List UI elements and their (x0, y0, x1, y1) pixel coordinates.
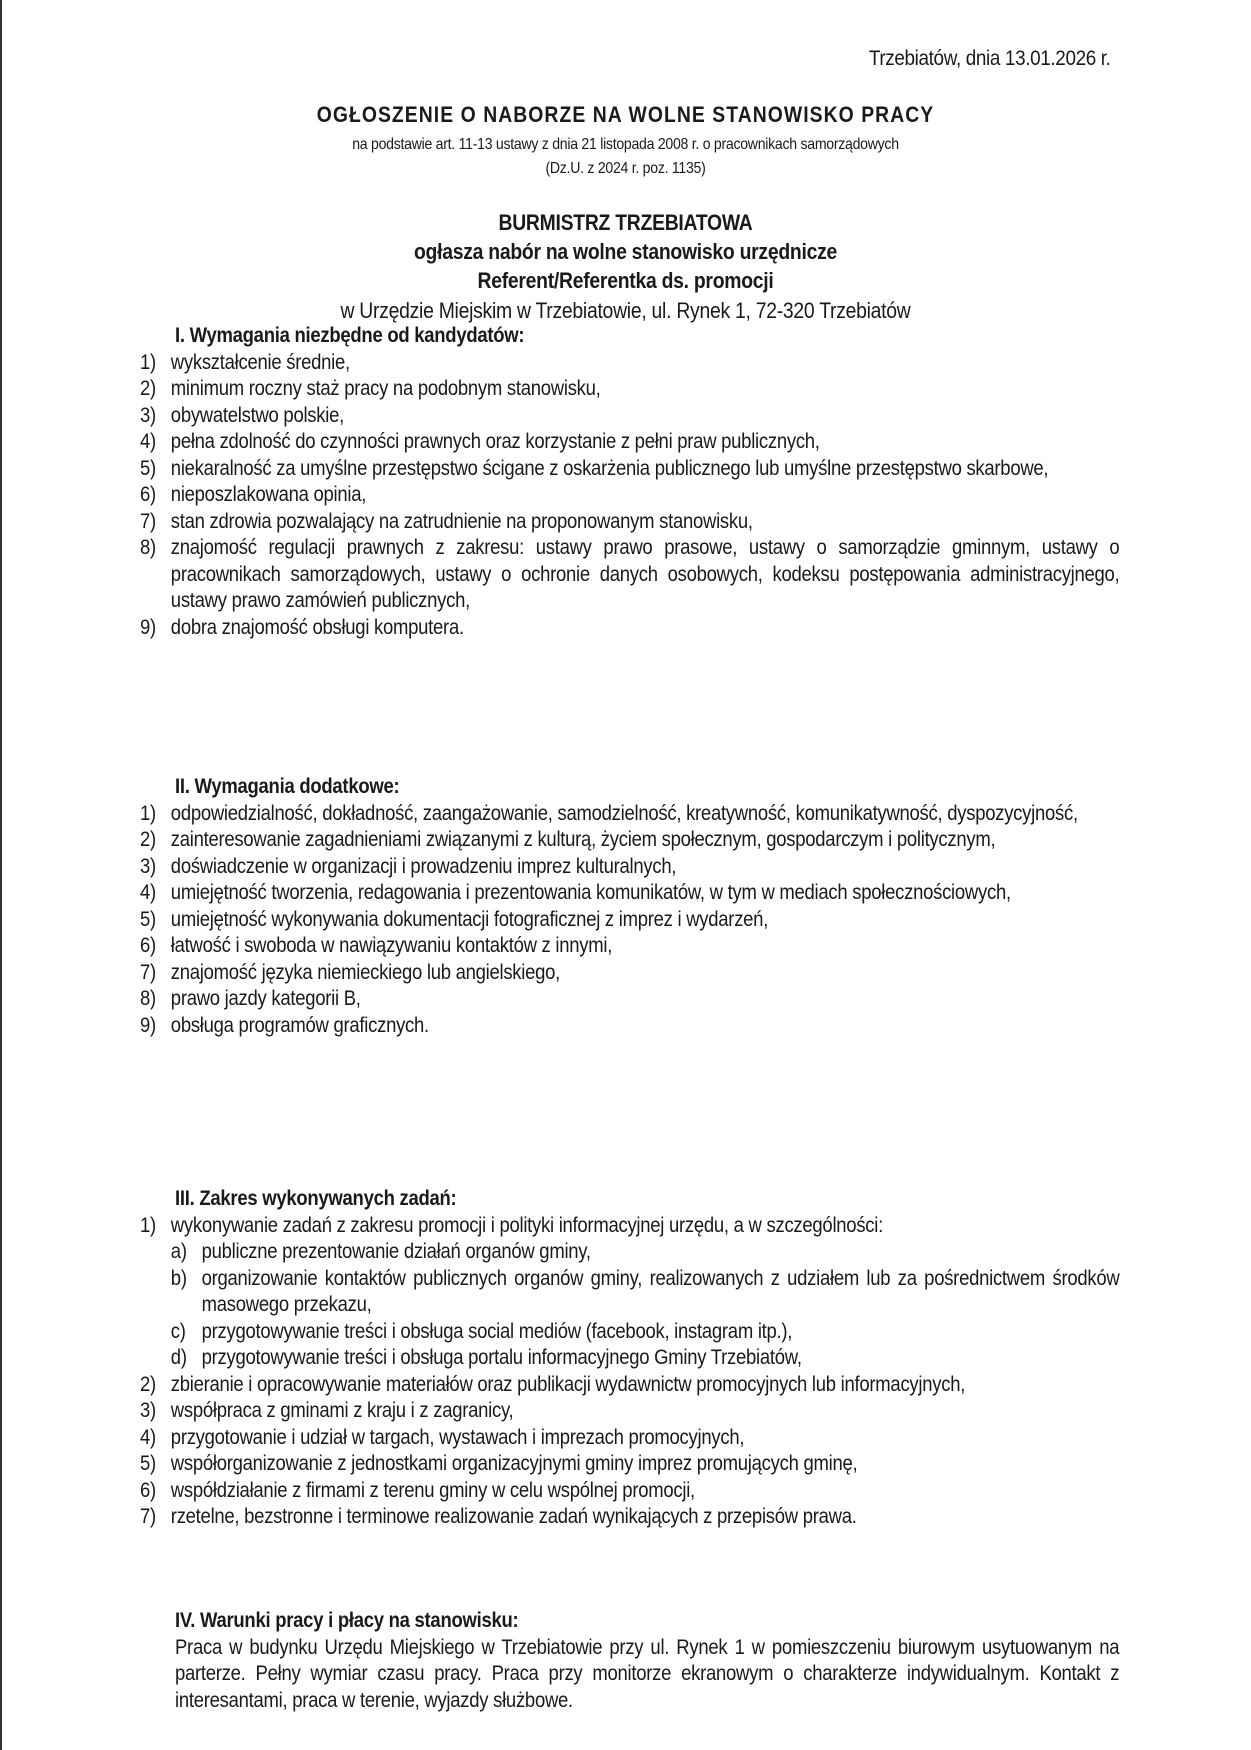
item-letter: a) (170, 1240, 187, 1263)
list-item (140, 535, 1119, 615)
list-item (140, 801, 1119, 828)
item-number: 3) (140, 854, 156, 878)
announcement-heading: ogłasza nabór na wolne stanowisko urzędnicze (413, 239, 838, 264)
sub-list-item (140, 1319, 1119, 1346)
item-text: rzetelne, bezstronne i terminowe realizowanie zadań wynikających z przepisów prawa. (170, 1505, 857, 1528)
list-item (140, 1451, 1119, 1478)
list-item (140, 482, 1119, 509)
item-number: 7) (140, 960, 156, 984)
section-additional-requirements (140, 774, 1120, 1039)
section-heading: I. Wymagania niezbędne od kandydatów: (175, 324, 525, 347)
list-item (140, 827, 1119, 854)
item-number: 1) (140, 1213, 156, 1237)
list-item (140, 1213, 1119, 1240)
item-number: 4) (140, 430, 156, 453)
item-number: 8) (140, 536, 156, 559)
section-heading: II. Wymagania dodatkowe: (175, 775, 400, 798)
item-number: 5) (140, 456, 156, 480)
list-item (140, 615, 1119, 642)
item-letter: c) (170, 1319, 186, 1343)
sub-list-item (140, 1239, 1119, 1266)
item-number: 5) (140, 1452, 156, 1475)
item-text: niekaralność za umyślne przestępstwo ścigane z oskarżenia publicznego lub umyślne przestępstwo skarbowe, (170, 456, 1049, 480)
item-text: dobra znajomość obsługi komputera. (170, 615, 464, 639)
location-line: w Urzędzie Miejskim w Trzebiatowie, ul. Rynek 1, 72-320 Trzebiatów (340, 298, 911, 323)
list-item (140, 1504, 1119, 1531)
item-number: 3) (140, 403, 156, 427)
item-number: 2) (140, 828, 156, 851)
item-number: 5) (140, 907, 156, 931)
list-item (140, 933, 1119, 960)
item-text: pełna zdolność do czynności prawnych oraz korzystanie z pełni praw publicznych, (170, 430, 820, 453)
item-text: obsługa programów graficznych. (170, 1013, 429, 1037)
section-duties (140, 1186, 1120, 1531)
item-text: przygotowanie i udział w targach, wystawach i imprezach promocyjnych, (170, 1425, 745, 1449)
list-item (140, 456, 1119, 483)
item-number: 2) (140, 1372, 156, 1396)
place-date: Trzebiatów, dnia 13.01.2026 r. (869, 47, 1111, 70)
item-text: przygotowywanie treści i obsługa portalu informacyjnego Gminy Trzebiatów, (201, 1346, 802, 1369)
item-text: doświadczenie w organizacji i prowadzeniu imprez kulturalnych, (170, 854, 677, 878)
item-text: współdziałanie z firmami z terenu gminy w celu wspólnej promocji, (170, 1478, 695, 1502)
legal-basis-line2: (Dz.U. z 2024 r. poz. 1135) (545, 160, 706, 177)
item-letter: b) (170, 1266, 187, 1290)
item-number: 4) (140, 1425, 156, 1449)
item-text: obywatelstwo polskie, (170, 403, 344, 427)
item-text: organizowanie kontaktów publicznych organów gminy, realizowanych z udziałem lub za pośrednictwem środków masowego przekazu, (201, 1266, 1120, 1316)
list-item (140, 986, 1119, 1013)
legal-basis-line1: na podstawie art. 11-13 ustawy z dnia 21 listopada 2008 r. o pracownikach samorządowych (352, 136, 899, 153)
item-text: umiejętność tworzenia, redagowania i prezentowania komunikatów, w tym w mediach społecznościowych, (170, 881, 1011, 904)
item-number: 6) (140, 483, 156, 506)
item-number: 7) (140, 1505, 156, 1528)
item-text: odpowiedzialność, dokładność, zaangażowanie, samodzielność, kreatywność, komunikatywność, dyspozycyjność, (170, 801, 1078, 825)
item-text: zbieranie i opracowywanie materiałów oraz publikacji wydawnictw promocyjnych lub informacyjnych, (170, 1372, 966, 1396)
item-text: umiejętność wykonywania dokumentacji fotograficznej z imprez i wydarzeń, (170, 907, 769, 931)
item-text: znajomość języka niemieckiego lub angielskiego, (170, 960, 561, 984)
item-text: wykonywanie zadań z zakresu promocji i polityki informacyjnej urzędu, a w szczególności: (170, 1213, 883, 1237)
work-conditions-paragraph: Praca w budynku Urzędu Miejskiego w Trzebiatowie przy ul. Rynek 1 w pomieszczeniu biurowym usytuowanym na parterze. Pełny wymiar czasu pracy. Praca przy monitorze ekranowym o charakterze indywidualnym. Kontakt z interesantami, praca w terenie, wyjazdy służbowe. (175, 1635, 1120, 1712)
list-item (140, 403, 1119, 430)
item-text: współpraca z gminami z kraju i z zagranicy, (170, 1399, 514, 1422)
list-item (140, 1398, 1119, 1425)
item-number: 1) (140, 350, 156, 374)
list-item (140, 854, 1119, 881)
list-item (140, 960, 1119, 987)
item-text: zainteresowanie zagadnieniami związanymi z kulturą, życiem społecznym, gospodarczym i politycznym, (170, 828, 996, 851)
item-number: 8) (140, 987, 156, 1010)
list-item (140, 509, 1119, 536)
item-number: 9) (140, 1013, 156, 1037)
document-title: OGŁOSZENIE O NABORZE NA WOLNE STANOWISKO PRACY (316, 102, 935, 127)
item-text: znajomość regulacji prawnych z zakresu: ustawy prawo prasowe, ustawy o samorządzie gminnym, ustawy o pracownikach samorządowych, ustawy o ochronie danych osobowych, kodeksu postępowania administracyjnego, ustawy prawo zamówień publicznych, (170, 536, 1120, 612)
item-text: nieposzlakowana opinia, (170, 483, 367, 506)
section-work-conditions (140, 1608, 1120, 1714)
position-heading: Referent/Referentka ds. promocji (477, 268, 774, 293)
list-item (140, 1425, 1119, 1452)
list-item (140, 907, 1119, 934)
item-number: 3) (140, 1399, 156, 1422)
item-number: 7) (140, 509, 156, 533)
item-text: przygotowywanie treści i obsługa social mediów (facebook, instagram itp.), (201, 1319, 793, 1343)
item-text: wykształcenie średnie, (170, 350, 350, 374)
item-text: łatwość i swoboda w nawiązywaniu kontaktów z innymi, (170, 934, 613, 957)
sub-list-item (140, 1266, 1119, 1319)
item-text: minimum roczny staż pracy na podobnym stanowisku, (170, 377, 601, 400)
list-item (140, 376, 1119, 403)
list-item (140, 880, 1119, 907)
item-text: współorganizowanie z jednostkami organizacyjnymi gminy imprez promujących gminę, (170, 1452, 858, 1475)
section-heading: III. Zakres wykonywanych zadań: (175, 1187, 457, 1210)
item-number: 2) (140, 377, 156, 400)
item-text: publiczne prezentowanie działań organów gminy, (201, 1240, 591, 1263)
item-text: stan zdrowia pozwalający na zatrudnienie na proponowanym stanowisku, (170, 509, 753, 533)
list-item (140, 1372, 1119, 1399)
item-number: 4) (140, 881, 156, 904)
item-number: 6) (140, 934, 156, 957)
list-item (140, 1478, 1119, 1505)
issuer-heading: BURMISTRZ TRZEBIATOWA (498, 210, 753, 235)
item-number: 1) (140, 801, 156, 825)
sub-list-item (140, 1345, 1119, 1372)
item-number: 6) (140, 1478, 156, 1502)
list-item (140, 1013, 1119, 1040)
list-item (140, 429, 1119, 456)
section-requirements (140, 323, 1120, 641)
item-number: 9) (140, 615, 156, 639)
item-text: prawo jazdy kategorii B, (170, 987, 361, 1010)
section-heading: IV. Warunki pracy i płacy na stanowisku: (175, 1609, 519, 1632)
list-item (140, 350, 1119, 377)
item-letter: d) (170, 1346, 187, 1369)
